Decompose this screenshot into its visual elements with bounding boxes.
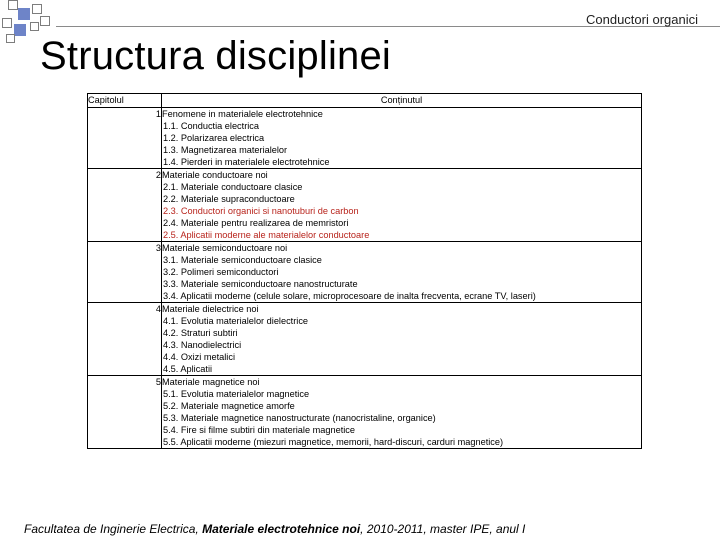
subchapter-item: 5.3. Materiale magnetice nanostructurate (nanocristaline, organice): [163, 413, 436, 423]
subchapter-item: 2.4. Materiale pentru realizarea de memristori: [163, 218, 349, 228]
subchapter-item: 3.3. Materiale semiconductoare nanostructurate: [163, 279, 358, 289]
decorative-square: [6, 34, 15, 43]
subchapter-item: 1.3. Magnetizarea materialelor: [163, 145, 288, 155]
table-row: [88, 242, 642, 303]
subchapter-item: 1.4. Pierderi in materialele electrotehnice: [163, 157, 330, 167]
subchapter-item: 2.1. Materiale conductoare clasice: [163, 182, 303, 192]
table-row: [88, 376, 642, 449]
structure-table: [87, 93, 642, 449]
subchapter-item: 4.1. Evolutia materialelor dielectrice: [163, 316, 309, 326]
subchapter-item: 3.1. Materiale semiconductoare clasice: [163, 255, 322, 265]
subchapter-item: 4.5. Aplicatii: [163, 364, 213, 374]
chapter-number: 3: [88, 242, 162, 303]
chapter-number: 4: [88, 303, 162, 376]
chapter-title: Materiale semiconductoare noi: [162, 243, 288, 253]
decorative-square: [30, 22, 39, 31]
column-header-chapter: Capitolul: [88, 94, 162, 108]
decorative-square: [32, 4, 42, 14]
decorative-square: [40, 16, 50, 26]
subchapter-item: 5.4. Fire si filme subtiri din materiale magnetice: [163, 425, 355, 435]
subchapter-item: 4.3. Nanodielectrici: [163, 340, 242, 350]
subchapter-item: 1.1. Conductia electrica: [163, 121, 260, 131]
header-label: Conductori organici: [585, 12, 698, 27]
chapter-number: 2: [88, 169, 162, 242]
footer-course: Materiale electrotehnice noi: [202, 522, 361, 536]
column-header-content: Conținutul: [162, 94, 642, 108]
chapter-title: Materiale dielectrice noi: [162, 304, 259, 314]
decorative-square: [8, 0, 18, 10]
subchapter-item: 3.4. Aplicatii moderne (celule solare, microprocesoare de inalta frecventa, ecrane TV, laseri): [163, 291, 536, 301]
table-row: [88, 108, 642, 169]
footer: [24, 522, 525, 536]
subchapter-item: 3.2. Polimeri semiconductori: [163, 267, 279, 277]
table-row: [88, 303, 642, 376]
chapter-title: Materiale magnetice noi: [162, 377, 260, 387]
decorative-square: [2, 18, 12, 28]
chapter-content: [162, 169, 642, 242]
subchapter-item: 4.4. Oxizi metalici: [163, 352, 235, 362]
chapter-title: Materiale conductoare noi: [162, 170, 268, 180]
subchapter-item: 5.1. Evolutia materialelor magnetice: [163, 389, 310, 399]
chapter-number: 5: [88, 376, 162, 449]
subchapter-item: 2.2. Materiale supraconductoare: [163, 194, 295, 204]
table-row: [88, 169, 642, 242]
table-header-row: [88, 94, 642, 108]
subchapter-item: 4.2. Straturi subtiri: [163, 328, 238, 338]
page-title: Structura disciplinei: [40, 34, 392, 78]
subchapter-item: 2.3. Conductori organici si nanotuburi de carbon: [163, 206, 359, 216]
decorative-square: [18, 8, 30, 20]
chapter-content: [162, 376, 642, 449]
subchapter-item: 1.2. Polarizarea electrica: [163, 133, 265, 143]
chapter-content: [162, 303, 642, 376]
table-body: [88, 108, 642, 449]
chapter-title: Fenomene in materialele electrotehnice: [162, 109, 323, 119]
subchapter-item: 2.5. Aplicatii moderne ale materialelor conductoare: [163, 230, 370, 240]
subchapter-item: 5.5. Aplicatii moderne (miezuri magnetice, memorii, hard-discuri, carduri magnetice): [163, 437, 504, 447]
footer-suffix: , 2010-2011, master IPE, anul I: [360, 522, 526, 536]
footer-prefix: Facultatea de Inginerie Electrica,: [24, 522, 203, 536]
subchapter-item: 5.2. Materiale magnetice amorfe: [163, 401, 295, 411]
chapter-number: 1: [88, 108, 162, 169]
chapter-content: [162, 108, 642, 169]
decorative-square: [14, 24, 26, 36]
chapter-content: [162, 242, 642, 303]
